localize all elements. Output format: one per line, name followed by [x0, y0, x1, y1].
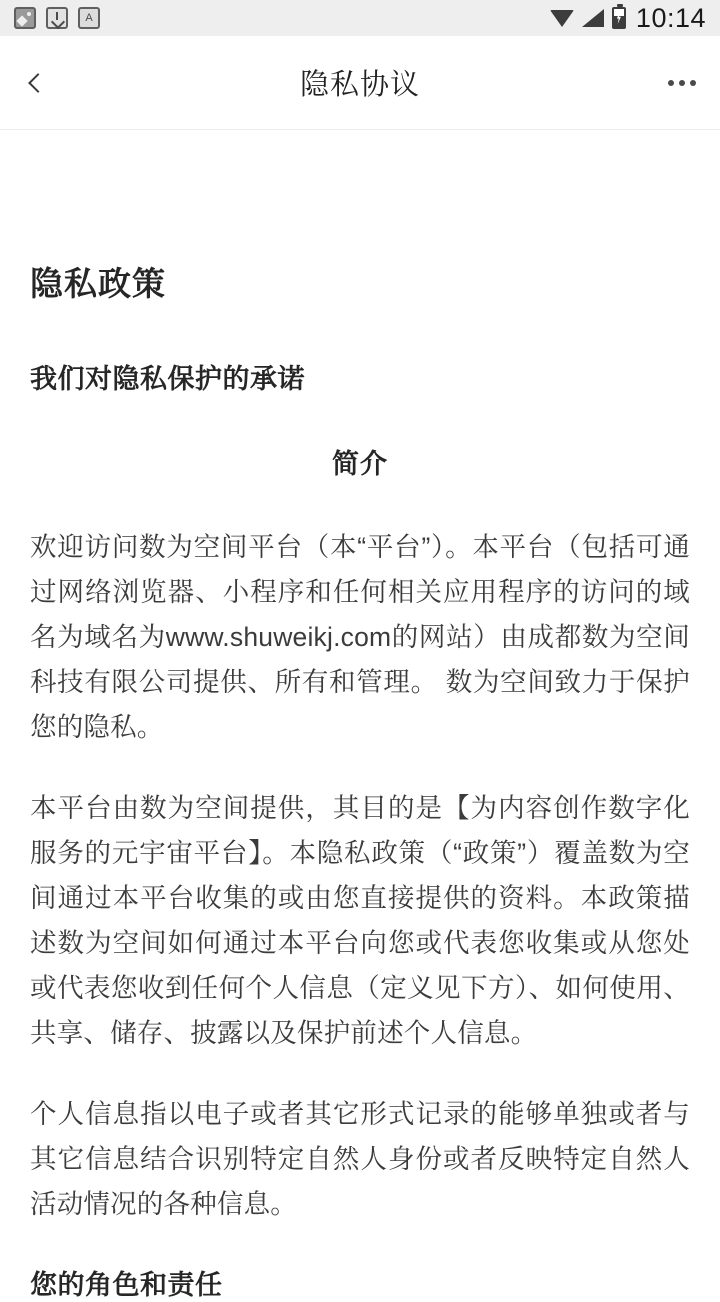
paragraph: 欢迎访问数为空间平台（本“平台”）。本平台（包括可通过网络浏览器、小程序和任何相关应用程序的访问的域名为域名为www.shuweikj.com的网站）由成都数为空间科技有限公司提供、所有和管理。 数为空间致力于保护您的隐私。 — [30, 532, 690, 742]
status-bar-right-icons — [550, 0, 706, 36]
more-options-button[interactable] — [644, 36, 720, 130]
document-scroll-area[interactable] — [0, 130, 720, 1300]
download-icon — [46, 7, 68, 29]
more-options-icon — [690, 80, 696, 86]
top-spacer — [30, 130, 690, 258]
section-heading-roles: 您的角色和责任 — [30, 1270, 223, 1300]
status-bar-left-icons — [14, 7, 100, 29]
document-title: 隐私政策 — [30, 265, 166, 302]
more-options-icon — [679, 80, 685, 86]
paragraph: 本平台由数为空间提供，其目的是【为内容创作数字化服务的元宇宙平台】。本隐私政策（“政策”）覆盖数为空间通过本平台收集的或由您直接提供的资料。本政策描述数为空间如何通过本平台向您或代表您收集或从您处或代表您收到任何个人信息（定义见下方）、如何使用、共享、储存、披露以及保护前述个人信息。 — [30, 793, 690, 1048]
wifi-icon — [550, 10, 574, 27]
status-bar — [0, 0, 720, 36]
page-title: 隐私协议 — [299, 69, 420, 101]
section-heading-intro: 简介 — [332, 449, 388, 479]
status-bar-clock: 10:14 — [635, 2, 706, 33]
battery-icon — [612, 7, 626, 29]
paragraph: 个人信息指以电子或者其它形式记录的能够单独或者与其它信息结合识别特定自然人身份或者反映特定自然人活动情况的各种信息。 — [30, 1099, 690, 1219]
app-icon: A — [78, 7, 100, 29]
signal-icon — [582, 9, 604, 27]
more-options-icon — [668, 80, 674, 86]
image-icon — [14, 7, 36, 29]
nav-bar — [0, 36, 720, 130]
document-subtitle: 我们对隐私保护的承诺 — [30, 364, 305, 394]
